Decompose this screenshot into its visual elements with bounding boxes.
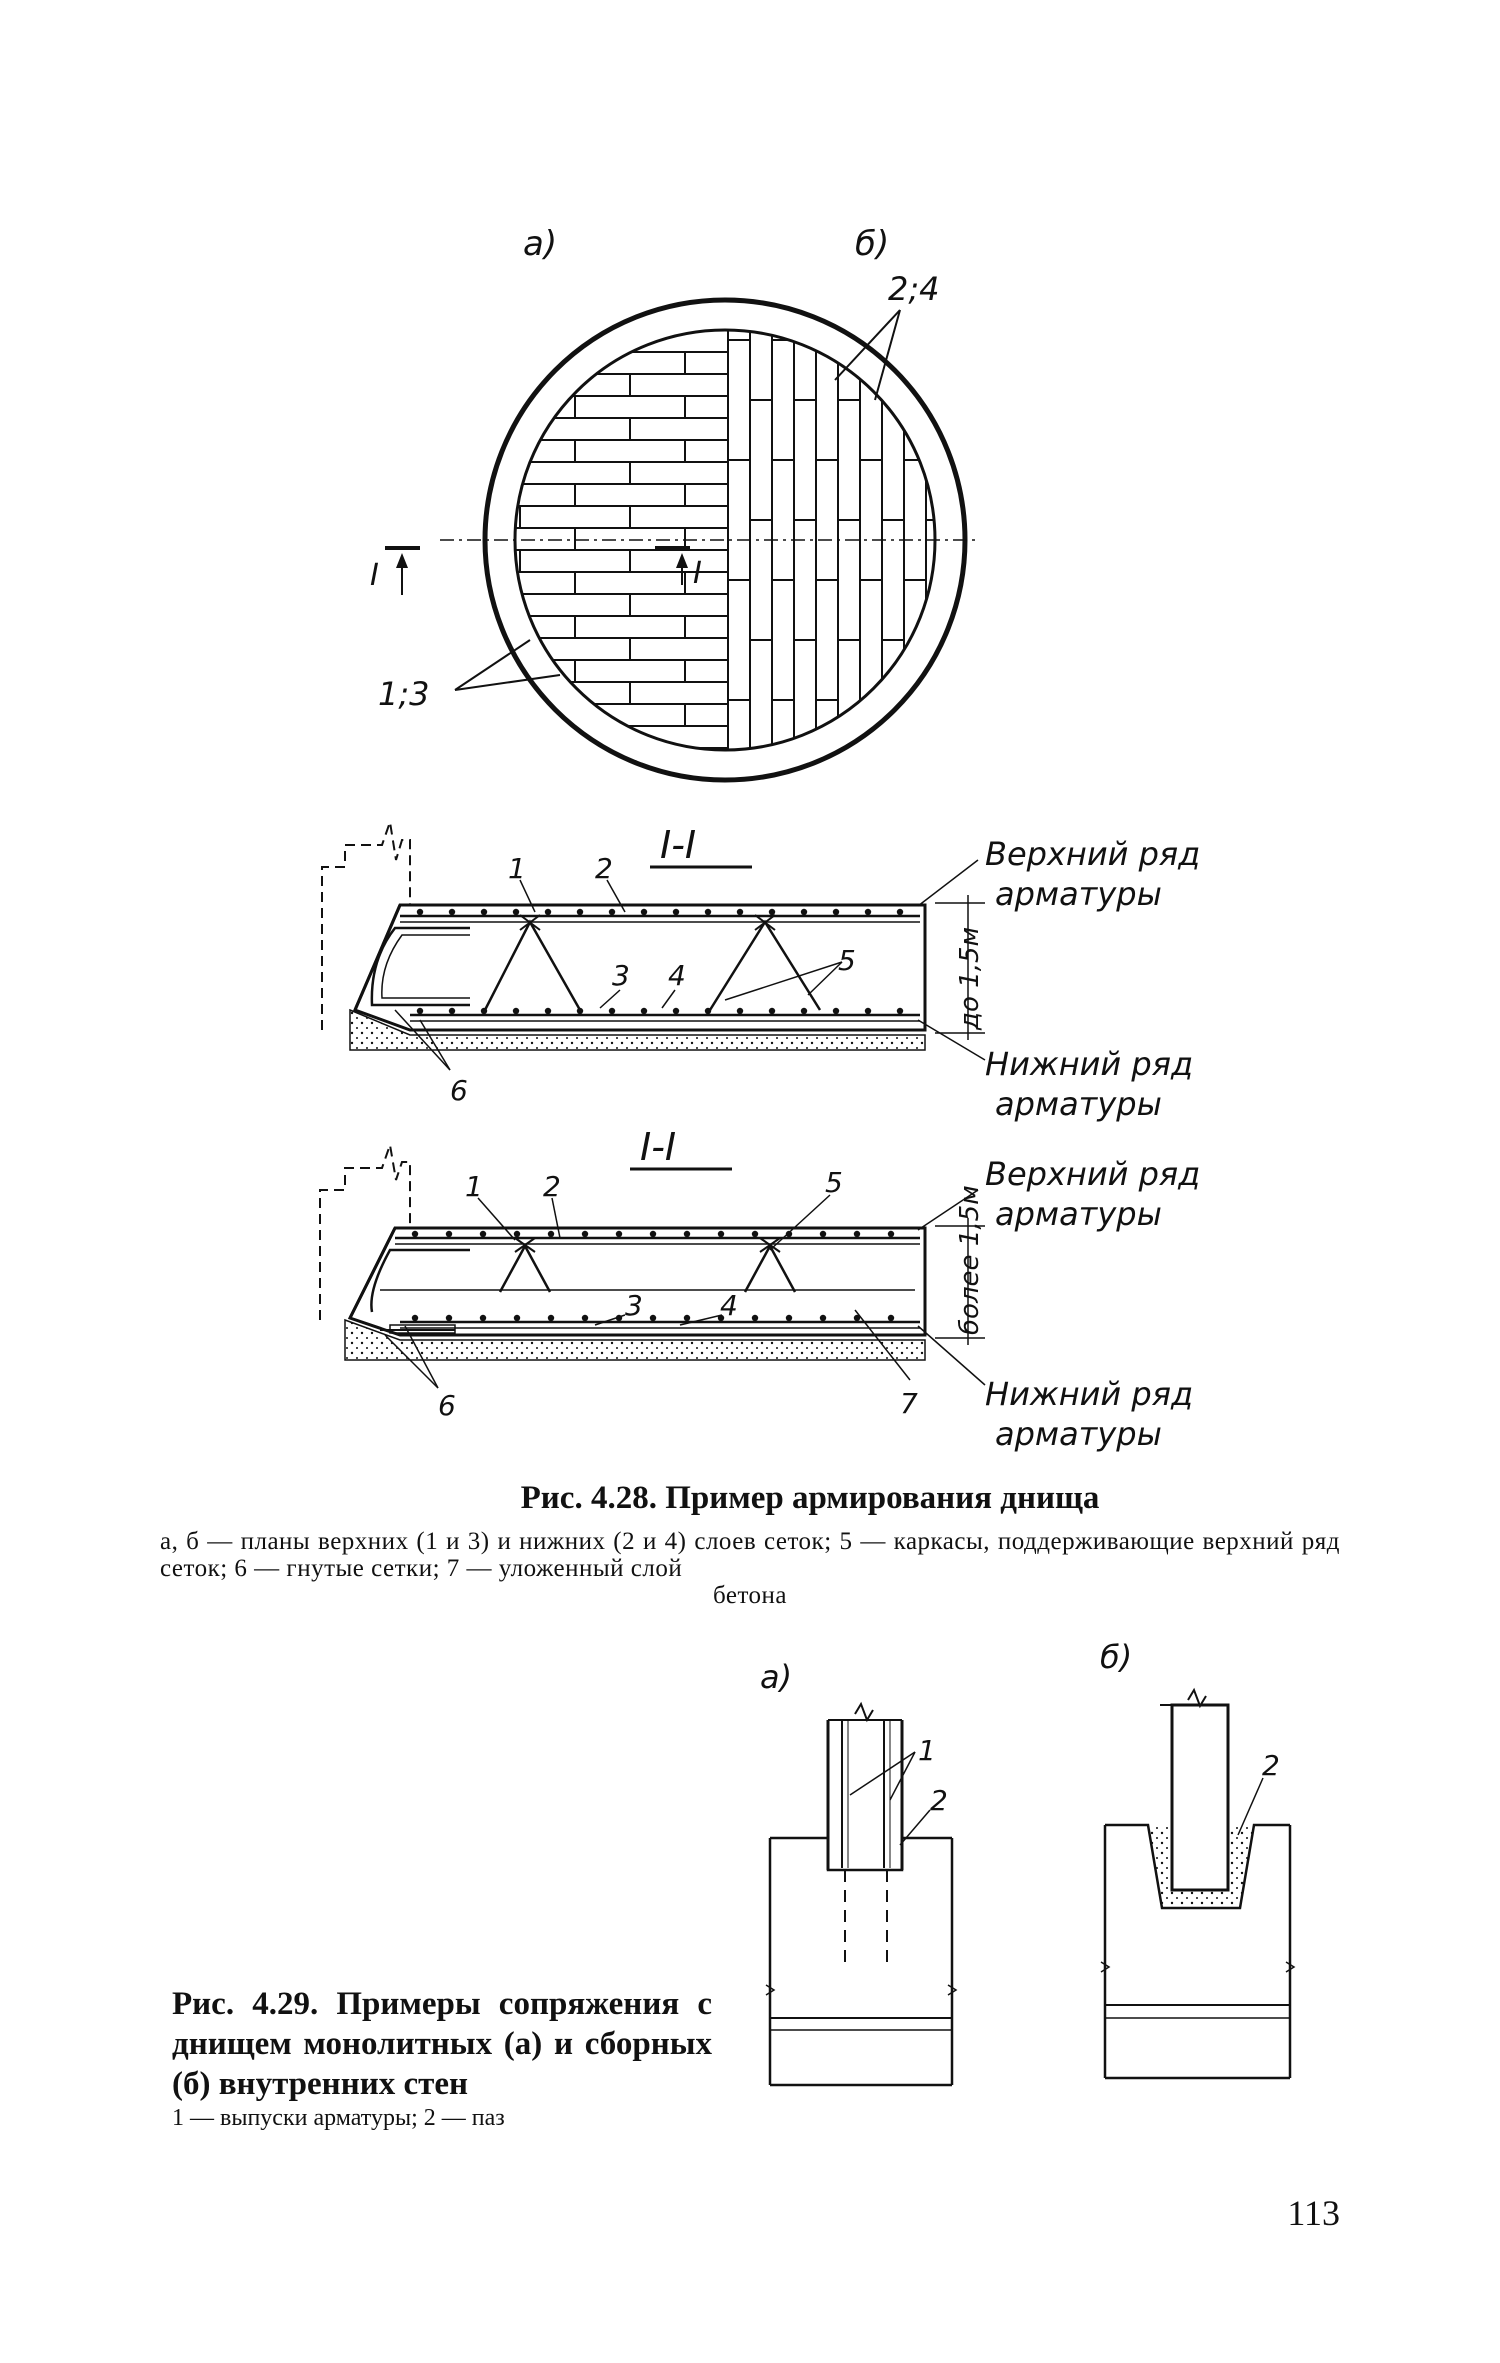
svg-text:1: 1 bbox=[918, 1734, 936, 1767]
fig429-panel-label-b bbox=[1100, 1638, 1132, 1676]
svg-text:Верхний ряд: Верхний ряд bbox=[985, 1155, 1201, 1193]
fig429-callouts-a bbox=[918, 1734, 948, 1817]
label-layers-1-3 bbox=[378, 640, 560, 713]
svg-text:2: 2 bbox=[595, 852, 613, 885]
page-number: 113 bbox=[1287, 2193, 1340, 2233]
svg-text:арматуры: арматуры bbox=[995, 1415, 1162, 1453]
circular-plan bbox=[440, 300, 975, 780]
svg-text:а): а) bbox=[523, 224, 558, 264]
section-top-title bbox=[650, 823, 752, 867]
svg-text:до 1,5м: до 1,5м bbox=[955, 926, 985, 1030]
svg-text:более 1,5м: более 1,5м bbox=[955, 1185, 985, 1335]
figure-428-legend-main: а, б — планы верхних (1 и 3) и нижних (2 и 4) слоев сеток; 5 — каркасы, поддерживающие верхний ряд сеток; 6 — гнутые сетки; 7 — уложенный слой bbox=[160, 1528, 1340, 1582]
svg-text:5: 5 bbox=[825, 1166, 843, 1199]
section-top-drawing bbox=[322, 822, 985, 1070]
svg-text:арматуры: арматуры bbox=[995, 1195, 1162, 1233]
svg-text:а): а) bbox=[760, 1658, 793, 1696]
panel-label-a bbox=[523, 224, 557, 264]
svg-text:5: 5 bbox=[838, 944, 856, 977]
svg-text:4: 4 bbox=[720, 1289, 738, 1322]
svg-text:I-I: I-I bbox=[660, 823, 697, 867]
fig429-panel-label-a bbox=[760, 1658, 792, 1696]
svg-text:2: 2 bbox=[1262, 1749, 1280, 1782]
svg-text:I: I bbox=[370, 558, 379, 593]
fig429-callouts-b bbox=[1262, 1749, 1280, 1782]
figure-429-caption: Рис. 4.29. Примеры сопряжения с днищем монолитных (а) и сборных (б) внутренних стен bbox=[172, 1986, 712, 2102]
panel-label-b bbox=[855, 224, 889, 264]
figure-428-legend-last: бетона bbox=[712, 1582, 788, 1609]
svg-text:б): б) bbox=[855, 224, 890, 264]
figure-428-caption: Рис. 4.28. Пример армирования днища bbox=[520, 1480, 1100, 1516]
svg-text:Нижний ряд: Нижний ряд bbox=[985, 1375, 1194, 1413]
svg-text:4: 4 bbox=[668, 959, 686, 992]
svg-text:Нижний ряд: Нижний ряд bbox=[985, 1045, 1194, 1083]
svg-text:арматуры: арматуры bbox=[995, 1085, 1162, 1123]
svg-text:1: 1 bbox=[508, 852, 526, 885]
svg-text:2: 2 bbox=[543, 1170, 561, 1203]
section-bottom-title bbox=[630, 1125, 732, 1169]
svg-text:2;4: 2;4 bbox=[888, 270, 940, 308]
section-bottom-callouts bbox=[438, 1166, 918, 1422]
section-mark-center bbox=[655, 548, 702, 591]
svg-text:б): б) bbox=[1100, 1638, 1133, 1676]
svg-text:I: I bbox=[693, 556, 702, 591]
svg-text:3: 3 bbox=[625, 1289, 643, 1322]
section-mark-left bbox=[370, 548, 420, 595]
section-bottom-drawing bbox=[320, 1145, 985, 1388]
svg-text:I-I: I-I bbox=[640, 1125, 677, 1169]
svg-text:арматуры: арматуры bbox=[995, 875, 1162, 913]
svg-text:2: 2 bbox=[930, 1784, 948, 1817]
figure-429-legend: 1 — выпуски арматуры; 2 — паз bbox=[172, 2105, 505, 2131]
svg-text:7: 7 bbox=[900, 1387, 918, 1420]
svg-text:1;3: 1;3 bbox=[378, 675, 430, 713]
figure-428-legend bbox=[160, 1528, 1340, 1609]
svg-text:Верхний ряд: Верхний ряд bbox=[985, 835, 1201, 873]
section-top-row-labels bbox=[985, 835, 1200, 1123]
section-bottom-row-labels bbox=[985, 1155, 1200, 1453]
svg-text:6: 6 bbox=[450, 1074, 468, 1107]
svg-text:1: 1 bbox=[465, 1170, 483, 1203]
section-top-callouts bbox=[450, 852, 856, 1107]
svg-text:3: 3 bbox=[612, 959, 630, 992]
svg-text:6: 6 bbox=[438, 1389, 456, 1422]
